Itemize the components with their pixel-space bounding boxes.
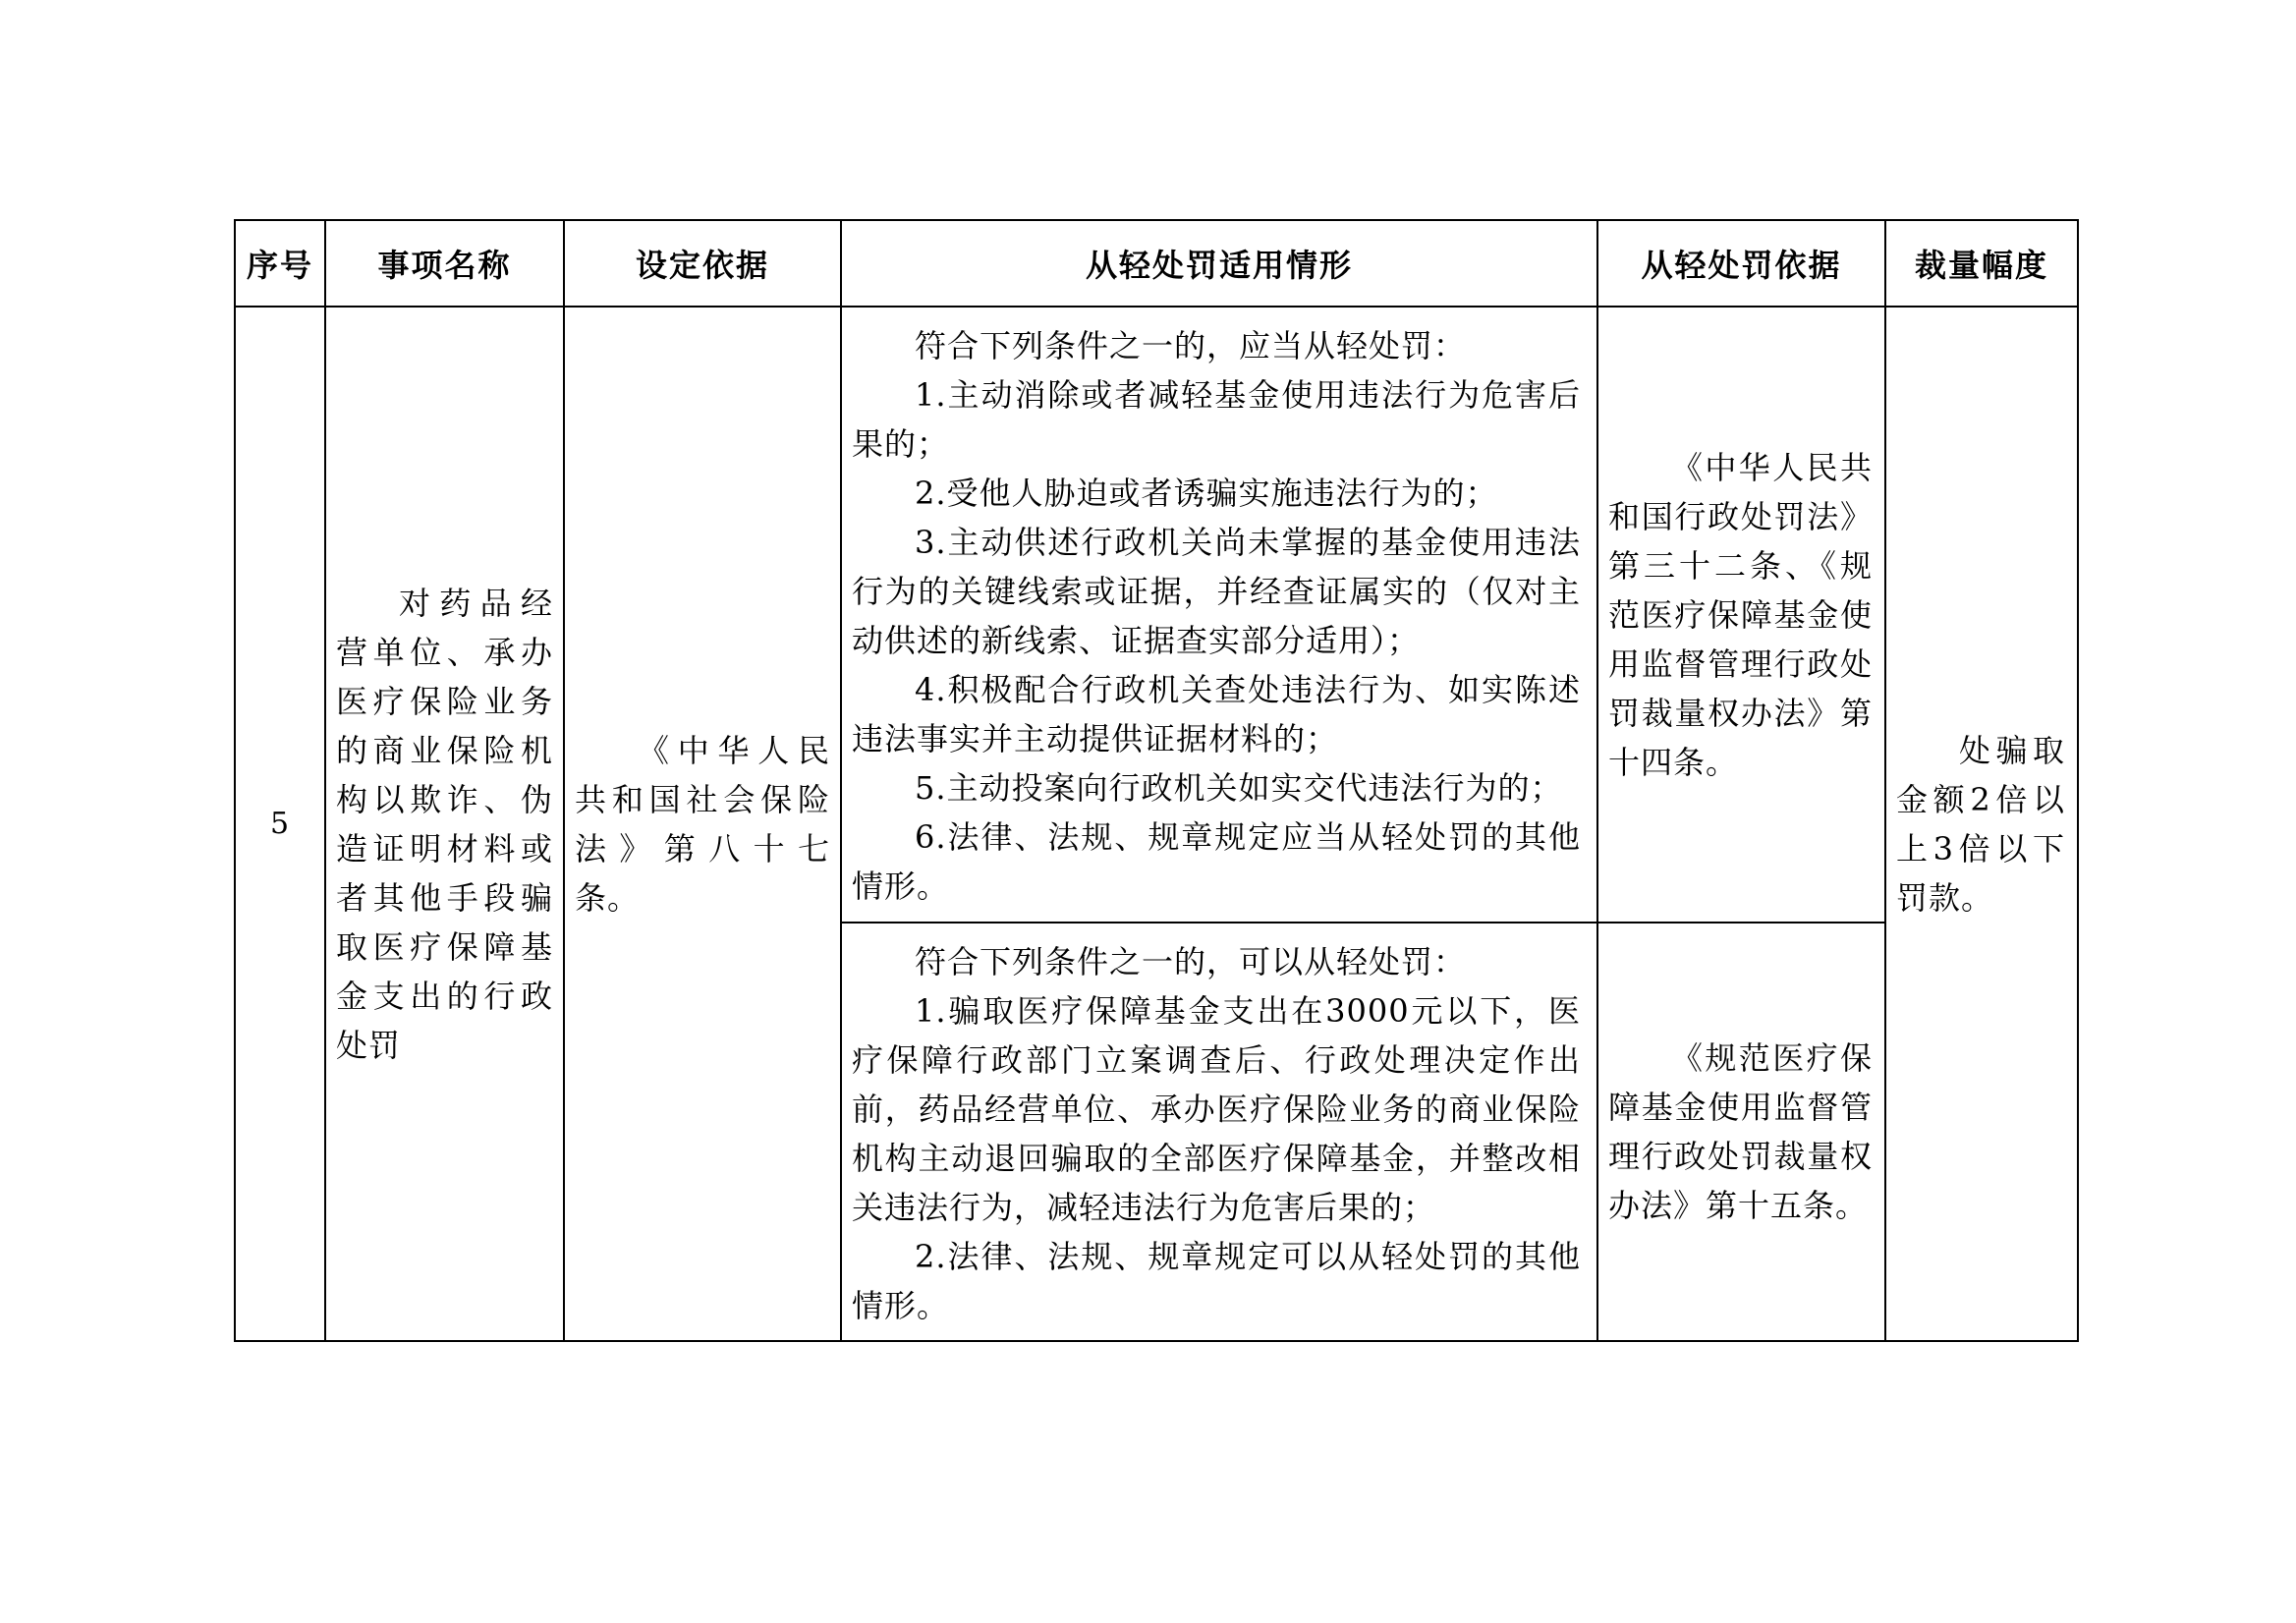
optional-lenient-basis — [1597, 923, 1885, 1341]
row-legal-basis — [564, 307, 841, 1341]
header-legal-basis: 设定依据 — [564, 220, 841, 307]
mandatory-basis-text: 《中华人民共和国行政处罚法》第三十二条、《规范医疗保障基金使用监督管理行政处罚裁量权办法》第十四条。 — [1608, 448, 1873, 781]
mandatory-lenient-situation — [841, 307, 1597, 923]
mandatory-item: 1.主动消除或者减轻基金使用违法行为危害后果的； — [852, 376, 1581, 463]
mandatory-lenient-basis — [1597, 307, 1885, 923]
table-row — [235, 307, 2078, 923]
mandatory-item: 4.积极配合行政机关查处违法行为、如实陈述违法事实并主动提供证据材料的； — [852, 671, 1581, 757]
header-discretion-range: 裁量幅度 — [1885, 220, 2078, 307]
legal-basis-text: 《中华人民共和国社会保险法》第八十七条。 — [575, 731, 830, 917]
optional-item: 1.骗取医疗保障基金支出在3000元以下，医疗保障行政部门立案调查后、行政处理决定作出前，药品经营单位、承办医疗保险业务的商业保险机构主动退回骗取的全部医疗保障基金，并整改相关违法行为，减轻违法行为危害后果的； — [852, 992, 1581, 1226]
item-name-text: 对药品经营单位、承办医疗保险业务的商业保险机构以欺诈、伪造证明材料或者其他手段骗取医疗保障基金支出的行政处罚 — [336, 584, 553, 1064]
optional-item: 2.法律、法规、规章规定可以从轻处罚的其他情形。 — [852, 1238, 1581, 1324]
optional-intro: 符合下列条件之一的，可以从轻处罚： — [915, 943, 1467, 980]
header-item-name: 事项名称 — [325, 220, 564, 307]
row-item-name — [325, 307, 564, 1341]
row-discretion-range — [1885, 307, 2078, 1341]
penalty-discretion-table — [234, 219, 2079, 1342]
optional-basis-text: 《规范医疗保障基金使用监督管理行政处罚裁量权办法》第十五条。 — [1608, 1039, 1873, 1224]
row-seq: 5 — [235, 307, 325, 1341]
mandatory-item: 5.主动投案向行政机关如实交代违法行为的； — [915, 769, 1563, 807]
mandatory-item: 2.受他人胁迫或者诱骗实施违法行为的； — [915, 475, 1498, 512]
discretion-range-text: 处骗取金额2倍以上3倍以下罚款。 — [1896, 731, 2065, 917]
header-lenient-situation: 从轻处罚适用情形 — [841, 220, 1597, 307]
optional-lenient-situation — [841, 923, 1597, 1341]
header-seq: 序号 — [235, 220, 325, 307]
mandatory-item: 3.主动供述行政机关尚未掌握的基金使用违法行为的关键线索或证据，并经查证属实的（仅对主动供述的新线索、证据查实部分适用）； — [852, 524, 1581, 659]
header-lenient-basis: 从轻处罚依据 — [1597, 220, 1885, 307]
mandatory-intro: 符合下列条件之一的，应当从轻处罚： — [915, 327, 1467, 364]
table-header-row — [235, 220, 2078, 307]
mandatory-item: 6.法律、法规、规章规定应当从轻处罚的其他情形。 — [852, 818, 1581, 905]
